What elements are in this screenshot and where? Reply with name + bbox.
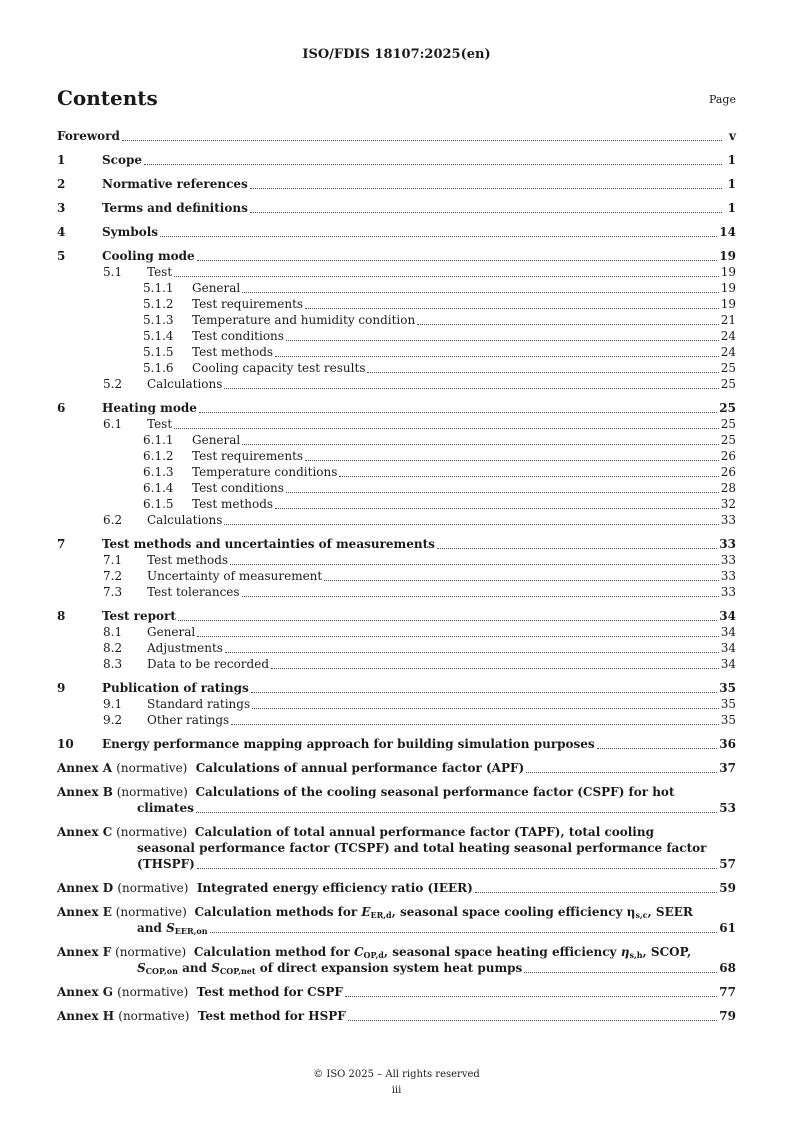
annex-label: Annex E [57, 905, 112, 919]
dot-leader [250, 212, 722, 213]
toc-entry-page: 28 [720, 481, 736, 495]
toc-entry-number: 5.1.2 [143, 297, 174, 311]
toc-entry-page: 26 [720, 465, 736, 479]
toc-entry[interactable] [57, 448, 736, 464]
toc-entry-title: Test [147, 265, 173, 279]
toc-entry-page: 1 [727, 153, 736, 167]
toc-entry[interactable] [57, 656, 736, 672]
annex-page: 77 [719, 985, 736, 999]
dot-leader [250, 188, 722, 189]
page-column-label: Page [708, 93, 736, 106]
dot-leader [225, 652, 719, 653]
toc-entry-page: 25 [720, 433, 736, 447]
toc-entry[interactable] [57, 152, 736, 168]
toc-entry-number: 6.1.4 [143, 481, 174, 495]
toc-entry[interactable] [57, 496, 736, 512]
dot-leader [196, 812, 717, 813]
annex-type: (normative) [118, 1009, 190, 1023]
toc-entry-title: Energy performance mapping approach for building simulation purposes [102, 737, 595, 751]
annex-title-line2: of direct expansion system heat pumps [259, 961, 523, 975]
toc-entry-title: Test methods and uncertainties of measurements [102, 537, 435, 551]
annex-page: 53 [719, 801, 736, 815]
annex-title-post: , SEER [647, 905, 693, 919]
dot-leader [122, 140, 722, 141]
symbol-c-sub: OP,d [363, 950, 384, 960]
toc-entry-page: 34 [720, 641, 736, 655]
table-of-contents [57, 128, 736, 1024]
toc-entry-page: 26 [720, 449, 736, 463]
dot-leader [437, 548, 717, 549]
annex-title-mid: , seasonal space cooling efficiency η [391, 905, 636, 919]
toc-entry-title: Publication of ratings [102, 681, 249, 695]
annex-title: Test method for HSPF [197, 1009, 346, 1023]
toc-entry[interactable] [57, 224, 736, 240]
dot-leader [286, 492, 719, 493]
toc-entry-number: 7.1 [103, 553, 123, 567]
annex-page: 37 [719, 761, 736, 775]
symbol-s-net-sub: COP,net [219, 966, 256, 976]
toc-entry-title: Temperature conditions [192, 465, 338, 479]
toc-entry-number: 5.2 [103, 377, 123, 391]
dot-leader [275, 508, 719, 509]
toc-entry-page: 25 [720, 417, 736, 431]
annex-label: Annex G [57, 985, 113, 999]
dot-leader [231, 724, 719, 725]
annex-label: Annex H [57, 1009, 115, 1023]
dot-leader [242, 292, 718, 293]
annex-title-mid: , seasonal space heating efficiency [383, 945, 617, 959]
toc-entry-number: 9.2 [103, 713, 123, 727]
toc-entry[interactable] [57, 376, 736, 392]
toc-entry-page: 14 [719, 225, 736, 239]
toc-entry[interactable] [57, 512, 736, 528]
toc-entry-number: 8.3 [103, 657, 123, 671]
toc-entry-page: 34 [720, 657, 736, 671]
dot-leader [174, 276, 719, 277]
toc-entry-number: 6 [57, 401, 66, 415]
toc-entry[interactable] [57, 680, 736, 696]
toc-entry-title: Calculations [147, 377, 223, 391]
annex-type: (normative) [117, 985, 189, 999]
toc-entry-title: Test methods [147, 553, 229, 567]
toc-entry-title: General [192, 433, 241, 447]
annex-label: Annex B [57, 785, 113, 799]
annex-type: (normative) [115, 905, 187, 919]
dot-leader [251, 692, 718, 693]
toc-entry-number: 6.1.3 [143, 465, 174, 479]
toc-entry-page: 33 [720, 553, 736, 567]
symbol-c: C [353, 945, 364, 959]
annex-title-pre: Calculation method for [193, 945, 350, 959]
dot-leader [144, 164, 722, 165]
toc-entry-page: 1 [727, 177, 736, 191]
toc-entry-page: 19 [720, 281, 736, 295]
dot-leader [242, 444, 718, 445]
toc-annex-g[interactable] [57, 984, 736, 1000]
toc-entry-number: 8 [57, 609, 66, 623]
toc-entry-title: Temperature and humidity condition [192, 313, 416, 327]
dot-leader [475, 892, 718, 893]
toc-entry-title: Adjustments [147, 641, 223, 655]
toc-entry-number: 6.1 [103, 417, 123, 431]
dot-leader [286, 340, 719, 341]
toc-entry-number: 8.2 [103, 641, 123, 655]
toc-entry-page: 24 [720, 329, 736, 343]
dot-leader [197, 260, 718, 261]
toc-entry-title: Cooling capacity test results [192, 361, 366, 375]
toc-entry[interactable] [57, 624, 736, 640]
toc-entry-title: Test report [102, 609, 176, 623]
page-number: iii [391, 1085, 402, 1096]
eta-sub: s,c [635, 910, 648, 920]
toc-entry-number: 6.2 [103, 513, 123, 527]
toc-entry[interactable] [57, 640, 736, 656]
toc-entry[interactable] [57, 432, 736, 448]
toc-entry-page: 35 [720, 697, 736, 711]
annex-type: (normative) [116, 825, 188, 839]
toc-entry[interactable] [57, 608, 736, 624]
annex-title-and: and [182, 961, 208, 975]
toc-entry-page: 35 [720, 713, 736, 727]
dot-leader [160, 236, 717, 237]
eta-symbol: η [620, 945, 630, 959]
toc-annex-a[interactable] [57, 760, 736, 776]
toc-entry-page: 33 [720, 513, 736, 527]
annex-page: 68 [719, 961, 736, 975]
toc-entry-title: Standard ratings [147, 697, 251, 711]
toc-entry[interactable] [57, 176, 736, 192]
toc-entry-number: 6.1.5 [143, 497, 174, 511]
toc-entry-number: 7.3 [103, 585, 123, 599]
dot-leader [367, 372, 718, 373]
toc-entry[interactable] [57, 584, 736, 600]
page-footer [0, 1067, 793, 1099]
eta-sub: s,h [629, 950, 643, 960]
dot-leader [271, 668, 719, 669]
toc-entry-title: Test methods [192, 497, 274, 511]
toc-entries [57, 128, 736, 752]
dot-leader [224, 524, 718, 525]
symbol-e-sub: ER,d [370, 910, 392, 920]
toc-entry-number: 5.1.3 [143, 313, 174, 327]
toc-entry-title: General [147, 625, 196, 639]
annex-title-line2: seasonal performance factor (TCSPF) and total heating seasonal performance factor [137, 841, 707, 855]
toc-entry-number: 10 [57, 737, 74, 751]
annex-title-post: , SCOP, [642, 945, 692, 959]
annex-title: Test method for CSPF [196, 985, 343, 999]
symbol-s: S [166, 921, 175, 935]
dot-leader [305, 308, 719, 309]
annex-label: Annex A [57, 761, 113, 775]
toc-entry-title: General [192, 281, 241, 295]
toc-annex-d[interactable] [57, 880, 736, 896]
toc-entry[interactable] [57, 344, 736, 360]
toc-entry[interactable] [57, 712, 736, 728]
annex-title-and: and [137, 921, 162, 935]
toc-entry[interactable] [57, 464, 736, 480]
toc-entry-title: Test requirements [192, 297, 304, 311]
toc-entry-number: 7 [57, 537, 66, 551]
toc-entry[interactable] [57, 312, 736, 328]
toc-entry-number: 5.1.1 [143, 281, 174, 295]
annex-title-line1: Calculations of the cooling seasonal performance factor (CSPF) for hot [195, 785, 675, 799]
toc-entry-page: v [729, 129, 736, 143]
toc-entry-number: 5 [57, 249, 66, 263]
toc-entry-number: 9 [57, 681, 66, 695]
toc-entry-number: 5.1.6 [143, 361, 174, 375]
toc-entry[interactable] [57, 552, 736, 568]
toc-entry-title: Symbols [102, 225, 159, 239]
toc-entry-page: 36 [719, 737, 736, 751]
toc-entry[interactable] [57, 480, 736, 496]
toc-entry[interactable] [57, 736, 736, 752]
dot-leader [178, 620, 717, 621]
toc-entry[interactable] [57, 536, 736, 552]
toc-entry-number: 3 [57, 201, 66, 215]
toc-entry-page: 33 [720, 569, 736, 583]
annex-title-line2: climates [137, 801, 194, 815]
dot-leader [348, 1020, 717, 1021]
toc-entry-title: Other ratings [147, 713, 230, 727]
toc-entry-title: Terms and definitions [102, 201, 248, 215]
dot-leader [252, 708, 719, 709]
toc-entry-number: 4 [57, 225, 66, 239]
toc-entry-title: Foreword [57, 129, 120, 143]
toc-entry-number: 5.1.4 [143, 329, 174, 343]
annex-label: Annex F [57, 945, 112, 959]
dot-leader [417, 324, 718, 325]
toc-entry-page: 25 [720, 377, 736, 391]
toc-entry-page: 32 [720, 497, 736, 511]
dot-leader [526, 772, 717, 773]
toc-entry[interactable] [57, 328, 736, 344]
toc-entry-page: 25 [719, 401, 736, 415]
toc-entry-number: 9.1 [103, 697, 123, 711]
toc-entry-page: 34 [720, 625, 736, 639]
dot-leader [345, 996, 717, 997]
toc-entry-page: 19 [720, 297, 736, 311]
copyright-notice: © ISO 2025 – All rights reserved [313, 1069, 480, 1080]
toc-entry-title: Test methods [192, 345, 274, 359]
toc-entry-page: 19 [719, 249, 736, 263]
toc-entry[interactable] [57, 696, 736, 712]
toc-entry-page: 24 [720, 345, 736, 359]
annex-label: Annex D [57, 881, 114, 895]
dot-leader [224, 388, 718, 389]
annex-type: (normative) [116, 785, 188, 799]
toc-entry-number: 2 [57, 177, 66, 191]
page-title: Contents [57, 86, 158, 110]
symbol-s-sub: EER,on [174, 926, 208, 936]
toc-entry-number: 5.1.5 [143, 345, 174, 359]
annex-type: (normative) [117, 881, 189, 895]
toc-entry-number: 8.1 [103, 625, 123, 639]
toc-annex-e[interactable] [57, 904, 736, 936]
toc-entry[interactable] [57, 416, 736, 432]
dot-leader [305, 460, 719, 461]
symbol-s-net: S [211, 961, 220, 975]
dot-leader [242, 596, 719, 597]
toc-annex-h[interactable] [57, 1008, 736, 1024]
annex-title-line3: (THSPF) [137, 857, 195, 871]
toc-entry[interactable] [57, 264, 736, 280]
toc-entry-title: Test tolerances [147, 585, 240, 599]
toc-entry-title: Heating mode [102, 401, 197, 415]
toc-entry[interactable] [57, 568, 736, 584]
dot-leader [597, 748, 718, 749]
contents-title-row [57, 86, 736, 112]
toc-entry-number: 1 [57, 153, 66, 167]
dot-leader [197, 868, 717, 869]
toc-entry-page: 1 [727, 201, 736, 215]
toc-annex-c[interactable] [57, 824, 736, 872]
toc-entry-title: Test [147, 417, 173, 431]
toc-entry[interactable] [57, 248, 736, 264]
toc-entry-title: Scope [102, 153, 143, 167]
toc-entry-title: Normative references [102, 177, 248, 191]
annex-title: Integrated energy efficiency ratio (IEER) [196, 881, 473, 895]
annex-type: (normative) [116, 761, 188, 775]
toc-entry-page: 19 [720, 265, 736, 279]
symbol-s-on: S [137, 961, 146, 975]
annex-page: 59 [719, 881, 736, 895]
toc-entry[interactable] [57, 400, 736, 416]
annex-page: 79 [719, 1009, 736, 1023]
toc-entry-number: 6.1.1 [143, 433, 174, 447]
toc-entry-title: Test conditions [192, 481, 284, 495]
annex-title-pre: Calculation methods for [194, 905, 358, 919]
dot-leader [197, 636, 718, 637]
toc-entry-title: Uncertainty of measurement [147, 569, 323, 583]
toc-entry-number: 5.1 [103, 265, 123, 279]
annex-type: (normative) [115, 945, 187, 959]
toc-entry[interactable] [57, 200, 736, 216]
dot-leader [199, 412, 717, 413]
dot-leader [230, 564, 719, 565]
dot-leader [324, 580, 718, 581]
toc-entry-page: 34 [719, 609, 736, 623]
toc-entry-title: Data to be recorded [147, 657, 270, 671]
symbol-s-on-sub: COP,on [145, 966, 178, 976]
symbol-e: E [361, 905, 371, 919]
dot-leader [524, 972, 717, 973]
toc-entry-title: Test requirements [192, 449, 304, 463]
dot-leader [339, 476, 718, 477]
annex-page: 57 [719, 857, 736, 871]
toc-entry-page: 33 [719, 537, 736, 551]
toc-entry-page: 25 [720, 361, 736, 375]
toc-entry-title: Test conditions [192, 329, 284, 343]
toc-entry-title: Cooling mode [102, 249, 195, 263]
annex-title-line1: Calculation of total annual performance factor (TAPF), total cooling [194, 825, 654, 839]
annex-page: 61 [719, 921, 736, 935]
toc-entry[interactable] [57, 280, 736, 296]
toc-entry-page: 21 [720, 313, 736, 327]
toc-annex-b[interactable] [57, 784, 736, 816]
document-id-header: ISO/FDIS 18107:2025(en) [302, 47, 491, 62]
annex-label: Annex C [57, 825, 113, 839]
toc-entry-title: Calculations [147, 513, 223, 527]
toc-entry-number: 6.1.2 [143, 449, 174, 463]
toc-entry[interactable] [57, 296, 736, 312]
toc-entry-page: 35 [719, 681, 736, 695]
toc-entry-page: 33 [720, 585, 736, 599]
dot-leader [174, 428, 719, 429]
annex-title: Calculations of annual performance factor (APF) [195, 761, 525, 775]
toc-entry-number: 7.2 [103, 569, 123, 583]
toc-annex-f[interactable] [57, 944, 736, 976]
dot-leader [210, 932, 718, 933]
dot-leader [275, 356, 719, 357]
toc-entry[interactable] [57, 128, 736, 144]
toc-entry[interactable] [57, 360, 736, 376]
